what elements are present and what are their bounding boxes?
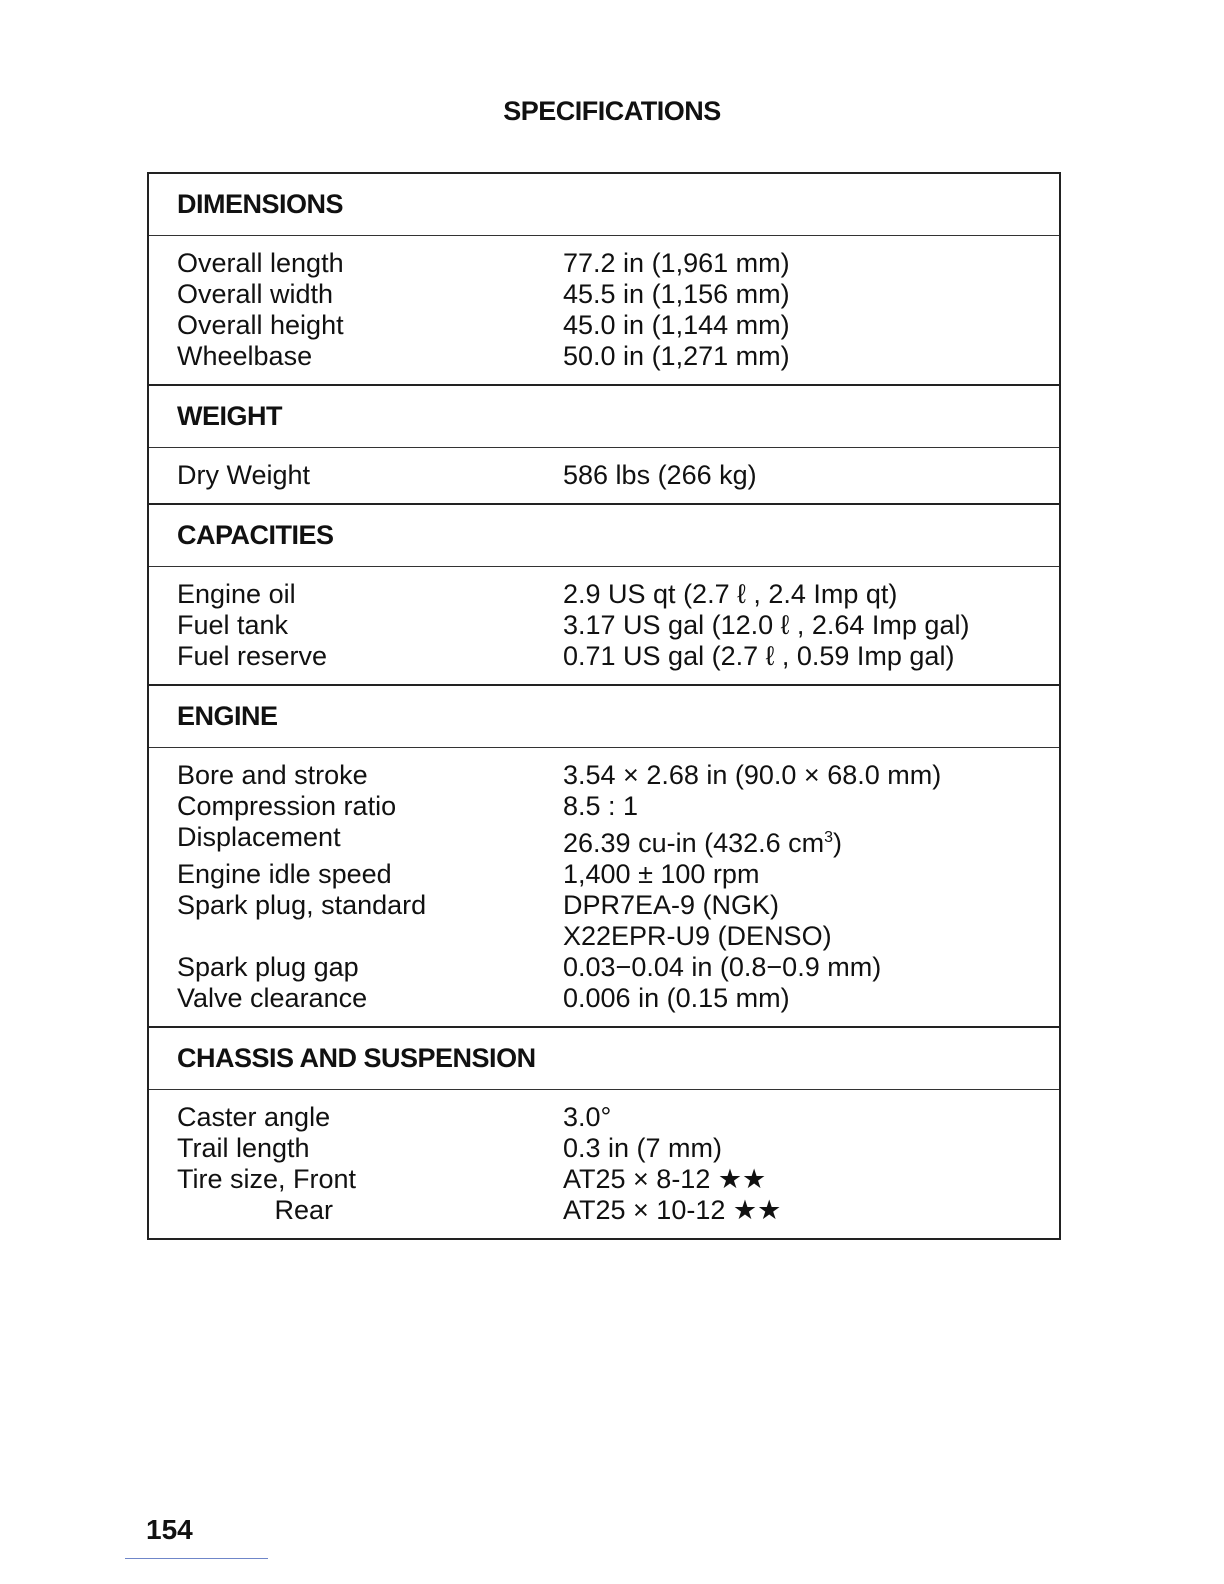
section-body-dimensions xyxy=(149,236,1059,386)
page-number-underline xyxy=(125,1558,268,1559)
specifications-table xyxy=(147,172,1061,1240)
spec-row xyxy=(149,983,1059,1014)
spec-value: 0.006 in (0.15 mm) xyxy=(563,983,790,1013)
spec-label: Rear xyxy=(177,1195,334,1225)
spec-row xyxy=(149,310,1059,341)
spec-value: 1,400 ± 100 rpm xyxy=(563,859,760,889)
section-body-chassis xyxy=(149,1090,1059,1238)
spec-label: Wheelbase xyxy=(177,341,313,371)
spec-label: Displacement xyxy=(177,822,341,852)
spec-row xyxy=(149,1102,1059,1133)
spec-label: Engine idle speed xyxy=(177,859,392,889)
spec-value: 586 lbs (266 kg) xyxy=(563,460,757,490)
section-body-weight xyxy=(149,448,1059,505)
spec-value: 0.3 in (7 mm) xyxy=(563,1133,723,1163)
spec-row xyxy=(149,248,1059,279)
spec-row xyxy=(149,579,1059,610)
spec-row xyxy=(149,822,1059,859)
spec-label: Tire size, Front xyxy=(177,1164,357,1194)
spec-value: 50.0 in (1,271 mm) xyxy=(563,341,790,371)
spec-value: 3.17 US gal (12.0 ℓ , 2.64 Imp gal) xyxy=(563,610,970,640)
section-heading-capacities: CAPACITIES xyxy=(149,505,1059,567)
spec-value: AT25 × 8-12 ★★ xyxy=(563,1164,767,1194)
spec-row xyxy=(149,921,1059,952)
spec-row xyxy=(149,641,1059,672)
section-heading-weight: WEIGHT xyxy=(149,386,1059,448)
spec-value-text: 26.39 cu-in (432.6 cm xyxy=(563,828,825,858)
spec-value: AT25 × 10-12 ★★ xyxy=(563,1195,782,1225)
spec-label: Fuel reserve xyxy=(177,641,328,671)
spec-label: Valve clearance xyxy=(177,983,368,1013)
spec-value-suffix: ) xyxy=(833,828,843,858)
section-heading-dimensions: DIMENSIONS xyxy=(149,174,1059,236)
section-heading-chassis: CHASSIS AND SUSPENSION xyxy=(149,1028,1059,1090)
spec-value: 2.9 US qt (2.7 ℓ , 2.4 Imp qt) xyxy=(563,579,898,609)
spec-row xyxy=(149,1164,1059,1195)
spec-value xyxy=(563,822,1059,859)
spec-value: 45.0 in (1,144 mm) xyxy=(563,310,790,340)
spec-row xyxy=(149,890,1059,921)
spec-label: Compression ratio xyxy=(177,791,397,821)
spec-label: Dry Weight xyxy=(177,460,311,490)
spec-label: Overall length xyxy=(177,248,344,278)
spec-label: Overall width xyxy=(177,279,334,309)
spec-label: Spark plug, standard xyxy=(177,890,427,920)
page-number: 154 xyxy=(146,1514,193,1545)
spec-label: Engine oil xyxy=(177,579,296,609)
section-body-engine xyxy=(149,748,1059,1028)
section-body-capacities xyxy=(149,567,1059,686)
spec-value: 8.5 : 1 xyxy=(563,791,639,821)
spec-label: Spark plug gap xyxy=(177,952,359,982)
spec-row xyxy=(149,279,1059,310)
spec-row xyxy=(149,460,1059,491)
spec-row xyxy=(149,859,1059,890)
spec-label: Overall height xyxy=(177,310,344,340)
spec-value: 3.0° xyxy=(563,1102,612,1132)
spec-value: 0.71 US gal (2.7 ℓ , 0.59 Imp gal) xyxy=(563,641,955,671)
spec-value: 77.2 in (1,961 mm) xyxy=(563,248,790,278)
spec-row xyxy=(149,760,1059,791)
spec-label: Bore and stroke xyxy=(177,760,368,790)
spec-row xyxy=(149,952,1059,983)
spec-row xyxy=(149,791,1059,822)
spec-label xyxy=(149,921,563,952)
superscript-cubed: 3 xyxy=(824,829,834,846)
spec-row xyxy=(149,1195,1059,1226)
spec-value: 3.54 × 2.68 in (90.0 × 68.0 mm) xyxy=(563,760,942,790)
spec-row xyxy=(149,1133,1059,1164)
spec-value: 0.03−0.04 in (0.8−0.9 mm) xyxy=(563,952,882,982)
section-heading-engine: ENGINE xyxy=(149,686,1059,748)
spec-value: X22EPR-U9 (DENSO) xyxy=(563,921,832,951)
page-title: SPECIFICATIONS xyxy=(503,96,721,126)
spec-value: DPR7EA-9 (NGK) xyxy=(563,890,780,920)
spec-label: Caster angle xyxy=(177,1102,331,1132)
spec-row xyxy=(149,610,1059,641)
spec-row xyxy=(149,341,1059,372)
spec-label: Fuel tank xyxy=(177,610,289,640)
spec-label: Trail length xyxy=(177,1133,310,1163)
spec-value: 45.5 in (1,156 mm) xyxy=(563,279,790,309)
